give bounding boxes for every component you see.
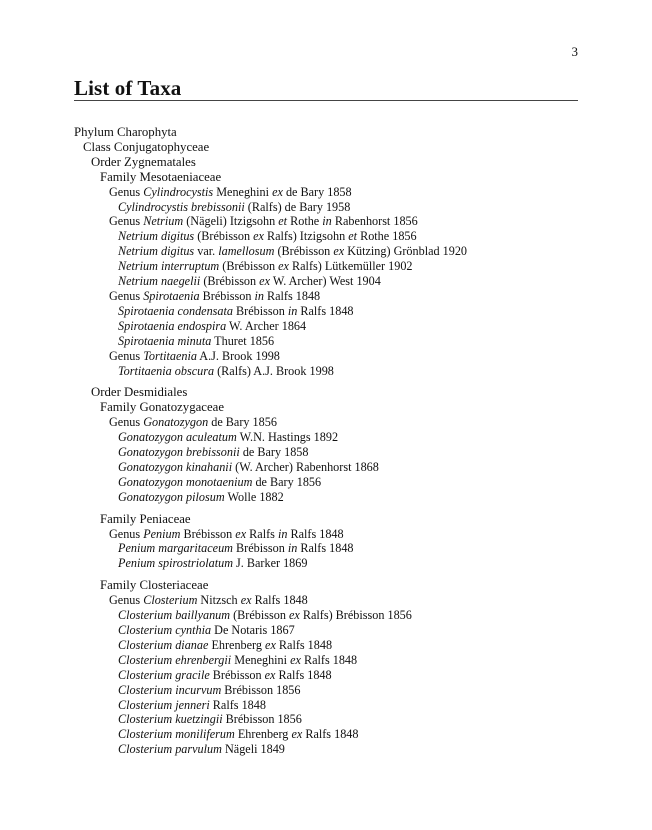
taxon-text: A.J. Brook 1998	[196, 348, 280, 363]
taxon-text: Nitzsch	[197, 593, 241, 608]
taxon-text: Brébisson	[209, 667, 265, 682]
taxon-text: (Brébisson	[230, 608, 289, 623]
taxon-text: (Nägeli) Itzigsohn	[183, 214, 279, 229]
taxon-name-italic: Netrium digitus	[118, 229, 195, 244]
taxon-name-italic: ex	[240, 593, 252, 608]
taxon-name-italic: Closterium dianae	[118, 637, 209, 652]
taxon-species-row	[74, 638, 584, 653]
taxon-text: (Brébisson	[219, 259, 279, 274]
taxon-text: Ralfs) Lütkemüller 1902	[288, 259, 413, 274]
taxon-genus-row	[74, 349, 584, 364]
taxon-name-italic: Netrium	[143, 214, 184, 229]
taxon-name-italic: Gonatozygon pilosum	[118, 489, 225, 504]
taxon-species-row	[74, 445, 584, 460]
taxon-name-italic: ex	[272, 184, 283, 199]
taxon-species-row	[74, 430, 584, 445]
taxon-text: Ralfs 1848	[297, 541, 354, 556]
taxon-genus-row	[74, 527, 584, 542]
taxon-species-row	[74, 490, 584, 505]
taxon-text: Brébisson	[232, 303, 288, 318]
taxon-name-italic: Tortitaenia obscura	[118, 363, 215, 378]
taxon-species-row	[74, 623, 584, 638]
taxon-name-italic: Spirotaenia condensata	[118, 303, 233, 318]
taxon-text: Brébisson	[199, 288, 255, 303]
taxon-species-row	[74, 541, 584, 556]
taxon-species-row	[74, 259, 584, 274]
taxon-text: Family Gonatozygaceae	[100, 400, 225, 415]
taxon-name-italic: Gonatozygon monotaenium	[118, 474, 253, 489]
taxon-family-row	[74, 170, 584, 185]
taxon-name-italic: Penium margaritaceum	[118, 541, 233, 556]
taxon-text: de Bary 1858	[239, 445, 309, 460]
taxon-text: Ralfs) Brébisson 1856	[299, 608, 412, 623]
taxon-name-italic: Cylindrocystis brebissonii	[118, 199, 245, 214]
taxon-name-italic: Gonatozygon brebissonii	[118, 445, 240, 460]
taxon-name-italic: ex	[333, 244, 345, 259]
taxon-name-italic: Closterium cynthia	[118, 623, 212, 637]
taxon-species-row	[74, 229, 584, 244]
taxon-text: Brébisson 1856	[221, 682, 301, 697]
taxon-text: Brébisson	[232, 541, 288, 556]
taxon-text: Meneghini	[213, 184, 273, 199]
taxon-name-italic: Closterium	[143, 593, 198, 608]
taxon-text: Order Desmidiales	[91, 385, 188, 400]
taxon-text: (Brébisson	[200, 274, 260, 289]
taxon-text: Ehrenberg	[208, 637, 266, 652]
taxon-family-row	[74, 512, 584, 527]
taxon-name-italic: ex	[259, 274, 270, 289]
taxon-name-italic: ex	[253, 229, 264, 244]
taxon-text: J. Barker 1869	[233, 556, 308, 571]
taxon-name-italic: Spirotaenia	[143, 288, 200, 303]
taxon-text: Rothe 1856	[357, 229, 417, 244]
taxon-text: Ehrenberg	[234, 727, 292, 742]
taxon-text: Order Zygnematales	[91, 154, 196, 169]
taxon-text: Genus	[109, 526, 144, 541]
taxon-text: Ralfs 1848	[275, 637, 333, 652]
taxon-name-italic: Netrium interruptum	[118, 259, 220, 274]
taxon-phylum-row	[74, 125, 584, 140]
taxon-text: Ralfs 1848	[300, 652, 358, 667]
taxon-species-row	[74, 274, 584, 289]
taxon-species-row	[74, 200, 584, 215]
taxon-name-italic: ex	[278, 259, 289, 274]
taxon-text: Phylum Charophyta	[74, 125, 177, 139]
taxon-name-italic: in	[322, 214, 332, 229]
taxon-text: (Ralfs) A.J. Brook 1998	[214, 363, 334, 378]
taxon-text: de Bary 1856	[252, 474, 322, 489]
taxon-text: Nägeli 1849	[221, 742, 285, 757]
taxon-species-row	[74, 698, 584, 713]
taxon-species-row	[74, 460, 584, 475]
taxon-name-italic: in	[254, 288, 264, 303]
taxa-list	[74, 125, 584, 757]
taxon-text: Family Mesotaeniaceae	[100, 169, 222, 184]
taxon-name-italic: Gonatozygon aculeatum	[118, 430, 237, 445]
taxon-text: Meneghini	[231, 652, 291, 667]
taxon-name-italic: Closterium kuetzingii	[118, 712, 223, 727]
taxon-species-row	[74, 334, 584, 349]
taxon-name-italic: ex	[265, 637, 276, 652]
taxon-name-italic: Spirotaenia endospira	[118, 318, 227, 333]
taxon-name-italic: Netrium digitus	[118, 244, 195, 259]
taxon-name-italic: ex	[290, 652, 301, 667]
taxon-name-italic: et	[278, 214, 288, 229]
taxon-text: Genus	[109, 288, 144, 303]
taxon-text: Ralfs 1848	[209, 697, 266, 712]
taxon-text: Rothe	[287, 214, 323, 229]
taxon-text: Family Closteriaceae	[100, 578, 209, 593]
taxon-text: Family Peniaceae	[100, 511, 191, 526]
taxon-name-italic: Closterium moniliferum	[118, 727, 235, 742]
taxon-order-row	[74, 155, 584, 170]
taxon-name-italic: lamellosum	[218, 244, 275, 259]
taxon-name-italic: ex	[235, 526, 247, 541]
taxon-species-row	[74, 608, 584, 623]
taxon-text: De Notaris 1867	[211, 623, 295, 637]
taxon-name-italic: Closterium parvulum	[118, 742, 222, 757]
taxon-genus-row	[74, 289, 584, 304]
taxon-name-italic: in	[277, 526, 288, 541]
taxon-text: Genus	[109, 348, 144, 363]
taxon-text: Ralfs 1848	[302, 727, 359, 742]
taxon-text: (Ralfs) de Bary 1958	[244, 199, 351, 214]
taxon-text: Class Conjugatophyceae	[83, 139, 210, 154]
taxon-order-row	[74, 385, 584, 400]
taxon-species-row	[74, 319, 584, 334]
taxon-species-row	[74, 668, 584, 683]
taxon-name-italic: et	[348, 229, 358, 244]
taxon-class-row	[74, 140, 584, 155]
taxon-text: Rabenhorst 1856	[331, 214, 418, 229]
taxon-species-row	[74, 244, 584, 259]
taxon-text: (Brébisson	[194, 229, 254, 244]
taxon-name-italic: in	[287, 303, 298, 318]
taxon-text: var.	[194, 244, 219, 259]
taxon-text: W. Archer) West 1904	[270, 274, 381, 289]
page-number: 3	[571, 44, 578, 59]
taxon-text: Genus	[109, 593, 144, 608]
taxon-name-italic: Penium spirostriolatum	[118, 556, 233, 571]
taxon-species-row	[74, 475, 584, 490]
taxon-text: Thuret 1856	[211, 333, 275, 348]
taxon-name-italic: Cylindrocystis	[143, 184, 214, 199]
taxon-text: Ralfs) Itzigsohn	[263, 229, 349, 244]
taxon-name-italic: Closterium incurvum	[118, 682, 222, 697]
taxon-species-row	[74, 712, 584, 727]
taxon-genus-row	[74, 185, 584, 200]
taxon-species-row	[74, 683, 584, 698]
taxon-name-italic: Closterium baillyanum	[118, 608, 231, 623]
taxon-name-italic: Gonatozygon kinahanii	[118, 459, 233, 474]
taxon-text: Ralfs 1848	[287, 526, 344, 541]
taxon-text: Genus	[109, 184, 144, 199]
taxon-name-italic: ex	[288, 608, 300, 623]
taxon-species-row	[74, 364, 584, 379]
page-title: List of Taxa	[74, 76, 182, 100]
taxon-species-row	[74, 727, 584, 742]
taxon-text: Wolle 1882	[224, 489, 284, 504]
taxon-name-italic: in	[287, 541, 298, 556]
taxon-text: W.N. Hastings 1892	[236, 430, 339, 445]
taxon-text: Ralfs	[246, 526, 278, 541]
taxon-family-row	[74, 578, 584, 593]
taxon-species-row	[74, 304, 584, 319]
taxon-text: Brébisson 1856	[222, 712, 302, 727]
taxon-name-italic: Gonatozygon	[143, 415, 209, 430]
taxon-genus-row	[74, 415, 584, 430]
taxon-name-italic: Closterium ehrenbergii	[118, 652, 232, 667]
taxon-name-italic: ex	[291, 727, 303, 742]
taxon-name-italic: Netrium naegelii	[118, 274, 201, 289]
taxon-text: Ralfs 1848	[297, 303, 354, 318]
taxon-text: Ralfs 1848	[275, 667, 332, 682]
taxon-genus-row	[74, 593, 584, 608]
taxon-name-italic: Penium	[143, 526, 181, 541]
taxon-species-row	[74, 742, 584, 757]
taxon-text: de Bary 1858	[282, 184, 352, 199]
taxon-name-italic: Tortitaenia	[143, 348, 197, 363]
taxon-text: (W. Archer) Rabenhorst 1868	[232, 459, 379, 474]
taxon-name-italic: Closterium jenneri	[118, 697, 210, 712]
taxon-text: Genus	[109, 415, 144, 430]
taxon-text: Brébisson	[180, 526, 236, 541]
taxon-text: W. Archer 1864	[226, 318, 307, 333]
taxon-species-row	[74, 556, 584, 571]
taxon-text: de Bary 1856	[208, 415, 277, 430]
taxon-species-row	[74, 653, 584, 668]
taxon-genus-row	[74, 214, 584, 229]
taxon-text: Ralfs 1848	[263, 288, 321, 303]
taxon-family-row	[74, 400, 584, 415]
taxon-text: Genus	[109, 214, 144, 229]
taxon-text: (Brébisson	[274, 244, 334, 259]
taxon-name-italic: ex	[264, 667, 276, 682]
taxon-name-italic: Closterium gracile	[118, 667, 210, 682]
taxon-text: Ralfs 1848	[251, 593, 308, 608]
taxon-name-italic: Spirotaenia minuta	[118, 333, 212, 348]
title-rule	[74, 100, 578, 101]
taxon-text: Kützing) Grönblad 1920	[344, 244, 468, 259]
